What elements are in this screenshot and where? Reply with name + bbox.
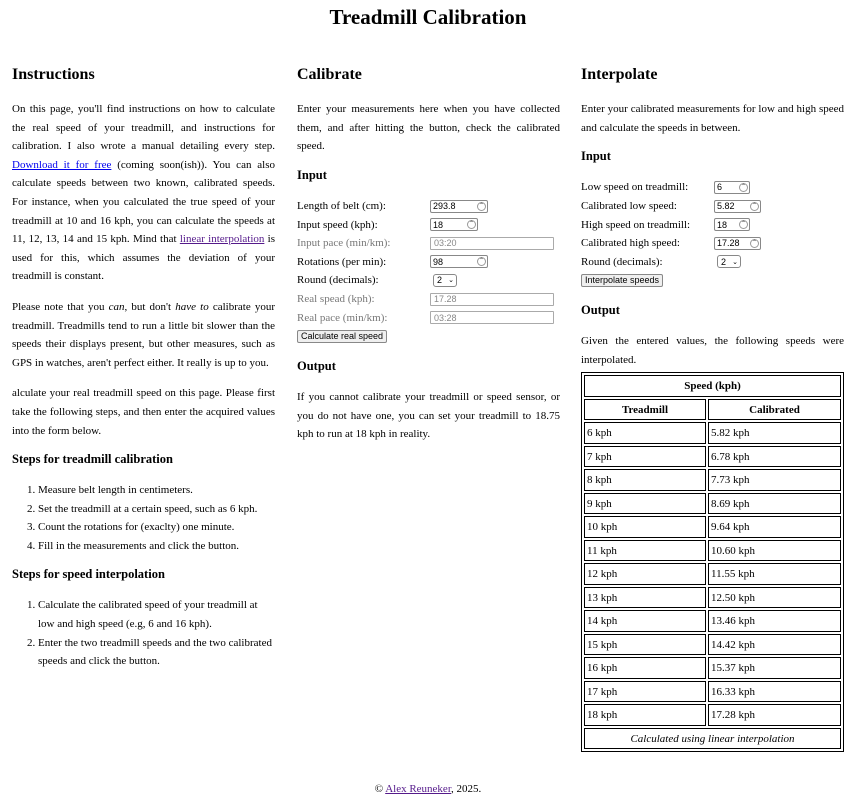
real-speed-row bbox=[297, 290, 560, 309]
rotations-label: Rotations (per min): bbox=[297, 255, 387, 268]
instructions-heading: Instructions bbox=[12, 66, 95, 83]
table-row bbox=[584, 446, 841, 468]
calibrated-low-input[interactable]: 5.82 ⌃ bbox=[714, 200, 761, 213]
table-row bbox=[584, 469, 841, 491]
table-body bbox=[584, 422, 841, 726]
calibrated-speed-cell: 12.50 kph bbox=[708, 587, 841, 609]
calculate-real-speed-button[interactable]: Calculate real speed bbox=[297, 330, 387, 343]
calibrated-speed-cell: 9.64 kph bbox=[708, 516, 841, 538]
treadmill-speed-cell: 11 kph bbox=[584, 540, 706, 562]
interpolate-input-heading: Input bbox=[581, 149, 611, 164]
interpolate-heading: Interpolate bbox=[581, 66, 658, 83]
rotations-row bbox=[297, 253, 560, 272]
treadmill-speed-cell: 15 kph bbox=[584, 634, 706, 656]
real-speed-label: Real spead (kph): bbox=[297, 293, 375, 306]
treadmill-speed-cell: 14 kph bbox=[584, 610, 706, 632]
instructions-column bbox=[12, 66, 275, 683]
treadmill-speed-cell: 7 kph bbox=[584, 446, 706, 468]
calibrated-speed-cell: 11.55 kph bbox=[708, 563, 841, 585]
spinner-icon[interactable]: ⌃ bbox=[751, 202, 758, 209]
calibrated-speed-cell: 5.82 kph bbox=[708, 422, 841, 444]
table-row bbox=[584, 422, 841, 444]
high-speed-label: High speed on treadmill: bbox=[581, 218, 691, 231]
spinner-icon[interactable]: ⌃ bbox=[468, 221, 475, 228]
interpolate-intro: Enter your calibrated measurements for low and high speed and calculate the speeds in between. bbox=[581, 103, 844, 134]
treadmill-speed-cell: 6 kph bbox=[584, 422, 706, 444]
calibrated-high-row bbox=[581, 234, 844, 253]
table-row bbox=[584, 657, 841, 679]
calibrated-speed-cell: 10.60 kph bbox=[708, 540, 841, 562]
author-link[interactable]: Alex Reuneker bbox=[385, 783, 452, 795]
interpolation-steps-list bbox=[12, 596, 275, 670]
calibration-steps-list bbox=[12, 481, 275, 555]
spinner-icon[interactable]: ⌃ bbox=[478, 202, 485, 209]
table-row bbox=[584, 681, 841, 703]
calibrated-speed-cell: 16.33 kph bbox=[708, 681, 841, 703]
belt-length-input[interactable]: 293.8 ⌃ bbox=[430, 200, 488, 213]
interpolate-output-heading: Output bbox=[581, 303, 620, 318]
calibrated-low-row bbox=[581, 197, 844, 216]
calibrated-low-label: Calibrated low speed: bbox=[581, 200, 677, 213]
table-row bbox=[584, 540, 841, 562]
instructions-paragraph-3: alculate your real treadmill speed on this page. Please first take the following steps, and then enter the acquired values into the form below. bbox=[12, 387, 275, 437]
interpolation-steps-heading: Steps for speed interpolation bbox=[12, 567, 165, 582]
spinner-icon[interactable]: ⌃ bbox=[478, 258, 485, 265]
calibration-steps-heading: Steps for treadmill calibration bbox=[12, 452, 173, 467]
high-speed-input[interactable]: 18 ⌃ bbox=[714, 218, 750, 231]
calibrate-output-text: If you cannot calibrate your treadmill or speed sensor, or you do not have one, you can set your treadmill to 18.75 kph to run at 18 kph in reality. bbox=[297, 390, 560, 441]
footer: © Alex Reuneker, 2025. bbox=[374, 783, 482, 795]
interpolate-column bbox=[581, 66, 844, 752]
list-item: 1. Calculate the calibrated speed of your treadmill at low and high speed (e.g, 6 and 16 kph). bbox=[38, 596, 275, 633]
column-header-treadmill: Treadmill bbox=[584, 399, 706, 421]
rotations-input[interactable]: 98 ⌃ bbox=[430, 255, 488, 268]
input-pace-row bbox=[297, 234, 560, 253]
calibrate-input-heading: Input bbox=[297, 167, 327, 182]
table-caption: Calculated using linear interpolation bbox=[584, 728, 841, 750]
interpolation-table bbox=[581, 372, 844, 752]
list-item: 3. Count the rotations for (exaclty) one minute. bbox=[38, 518, 275, 537]
interpolate-round-select[interactable]: 2 ⌄ bbox=[717, 255, 741, 268]
table-title: Speed (kph) bbox=[584, 375, 841, 397]
calibrated-speed-cell: 8.69 kph bbox=[708, 493, 841, 515]
calibrated-speed-cell: 6.78 kph bbox=[708, 446, 841, 468]
calibrate-round-select[interactable]: 2 ⌄ bbox=[433, 274, 457, 287]
calibrated-high-input[interactable]: 17.28 ⌃ bbox=[714, 237, 761, 250]
interpolate-output-text: Given the entered values, the following speeds were interpolated. bbox=[581, 335, 844, 366]
calibrate-round-row bbox=[297, 271, 560, 290]
instructions-paragraph-2: Please note that you can, but don't have to calibrate your treadmill. Treadmills tend to run a little bit slower than the speeds their displays present, but other measures, such as GPS in watches, aren't perfect either. It really is up to you. bbox=[12, 300, 276, 369]
real-speed-field: 17.28 bbox=[430, 293, 554, 306]
list-item: 2. Set the treadmill at a certain speed, such as 6 kph. bbox=[38, 500, 275, 519]
page-title: Treadmill Calibration bbox=[329, 5, 527, 29]
instructions-paragraph-1: On this page, you'll find instructions on how to calculate the real speed of your treadmill, and instructions for calibration. I also wrote a manual detailing every step. Download it for free (coming soon(ish)). You can also calculate speeds between two known, calibrated speeds. For instance, when you calculated the true speed of your treadmill at 10 and 16 kph, you can calculate the speeds at 11, 12, 13, 14 and 15 kph. Mind that linear interpolation is used for this, which assumes the deviation of your treadmill is constant. bbox=[12, 103, 276, 283]
calibrated-speed-cell: 14.42 kph bbox=[708, 634, 841, 656]
treadmill-speed-cell: 13 kph bbox=[584, 587, 706, 609]
input-pace-label: Input pace (min/km): bbox=[297, 237, 391, 250]
treadmill-speed-cell: 8 kph bbox=[584, 469, 706, 491]
table-row bbox=[584, 634, 841, 656]
input-speed-input[interactable]: 18 ⌃ bbox=[430, 218, 478, 231]
calibrated-high-label: Calibrated high speed: bbox=[581, 237, 680, 250]
spinner-icon[interactable]: ⌃ bbox=[740, 221, 747, 228]
input-pace-field: 03:20 bbox=[430, 237, 554, 250]
low-speed-input[interactable]: 6 ⌃ bbox=[714, 181, 750, 194]
treadmill-speed-cell: 12 kph bbox=[584, 563, 706, 585]
chevron-down-icon: ⌄ bbox=[732, 258, 738, 266]
list-item: 4. Fill in the measurements and click the button. bbox=[38, 537, 275, 556]
real-pace-field: 03:28 bbox=[430, 311, 554, 324]
treadmill-speed-cell: 17 kph bbox=[584, 681, 706, 703]
treadmill-speed-cell: 16 kph bbox=[584, 657, 706, 679]
linear-interpolation-link[interactable]: linear interpolation bbox=[179, 233, 265, 246]
low-speed-label: Low speed on treadmill: bbox=[581, 181, 689, 194]
belt-length-row bbox=[297, 197, 560, 216]
belt-length-label: Length of belt (cm): bbox=[297, 200, 386, 213]
low-speed-row bbox=[581, 178, 844, 197]
calibrate-heading: Calibrate bbox=[297, 66, 362, 83]
treadmill-speed-cell: 18 kph bbox=[584, 704, 706, 726]
list-item: 2. Enter the two treadmill speeds and the two calibrated speeds and click the button. bbox=[38, 634, 275, 671]
table-row bbox=[584, 587, 841, 609]
table-row bbox=[584, 610, 841, 632]
calibrate-column bbox=[297, 66, 560, 456]
table-row bbox=[584, 563, 841, 585]
calibrate-output-heading: Output bbox=[297, 358, 336, 373]
interpolate-round-label: Round (decimals): bbox=[581, 255, 663, 268]
real-pace-label: Real pace (min/km): bbox=[297, 311, 388, 324]
calibrated-speed-cell: 7.73 kph bbox=[708, 469, 841, 491]
calibrated-speed-cell: 15.37 kph bbox=[708, 657, 841, 679]
calibrate-round-label: Round (decimals): bbox=[297, 274, 379, 287]
interpolate-speeds-button[interactable]: Interpolate speeds bbox=[581, 274, 663, 287]
calibrated-speed-cell: 13.46 kph bbox=[708, 610, 841, 632]
spinner-icon[interactable]: ⌃ bbox=[740, 183, 747, 190]
chevron-down-icon: ⌄ bbox=[448, 277, 454, 285]
input-speed-row bbox=[297, 215, 560, 234]
real-pace-row bbox=[297, 308, 560, 327]
treadmill-speed-cell: 10 kph bbox=[584, 516, 706, 538]
calibrated-speed-cell: 17.28 kph bbox=[708, 704, 841, 726]
calibrate-intro: Enter your measurements here when you have collected them, and after hitting the button, check the calibrated speed. bbox=[297, 103, 560, 153]
list-item: 1. Measure belt length in centimeters. bbox=[38, 481, 275, 500]
table-row bbox=[584, 493, 841, 515]
input-speed-label: Input speed (kph): bbox=[297, 218, 378, 231]
treadmill-speed-cell: 9 kph bbox=[584, 493, 706, 515]
column-header-calibrated: Calibrated bbox=[708, 399, 841, 421]
download-link[interactable]: Download it for free bbox=[12, 158, 112, 171]
table-row bbox=[584, 516, 841, 538]
spinner-icon[interactable]: ⌃ bbox=[751, 239, 758, 246]
interpolate-round-row bbox=[581, 253, 844, 272]
table-row bbox=[584, 704, 841, 726]
high-speed-row bbox=[581, 215, 844, 234]
